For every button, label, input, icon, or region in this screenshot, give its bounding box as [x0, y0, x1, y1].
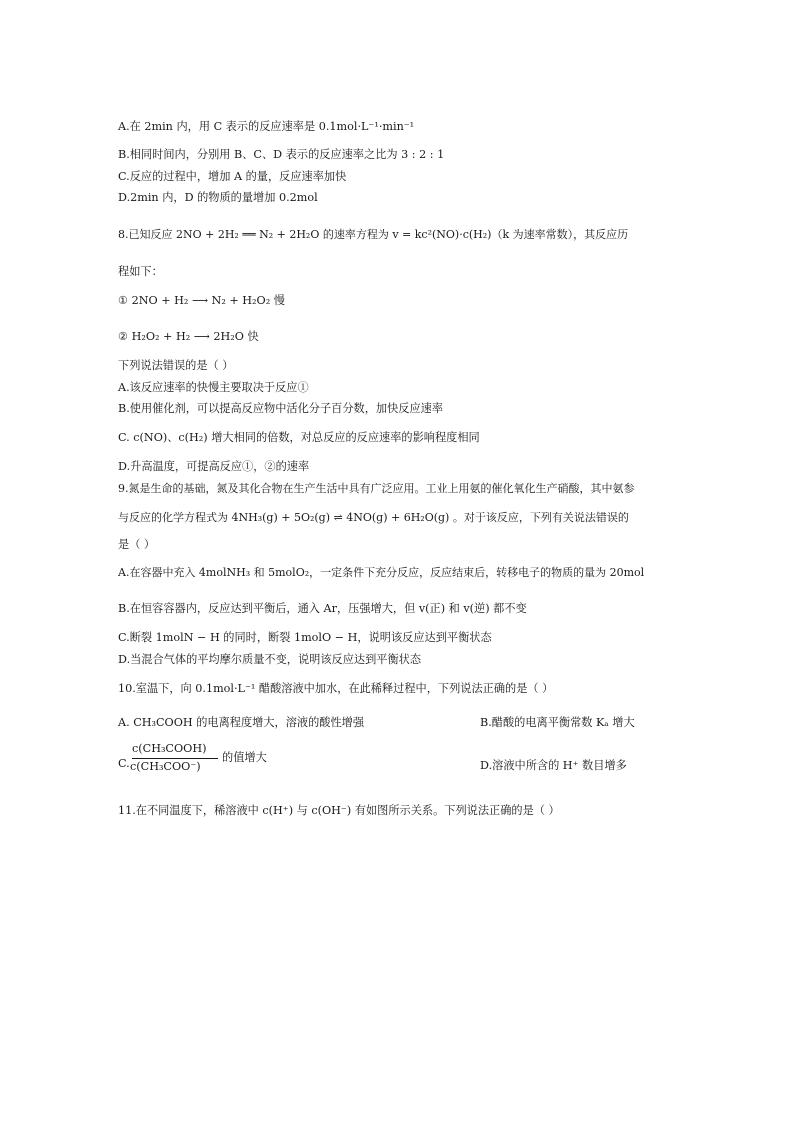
q11-stem: 11.在不同温度下，稀溶液中 c(H⁺) 与 c(OH⁻) 有如图所示关系。下列说法正确的是（ ）: [118, 804, 560, 817]
q8-stem-cont: 程如下：: [118, 265, 163, 278]
q9-option-a: A.在容器中充入 4molNH₃ 和 5molO₂，一定条件下充分反应，反应结束后，转移电子的物质的量为 20mol: [118, 566, 645, 579]
q8-option-c: C. c(NO)、c(H₂) 增大相同的倍数，对总反应的反应速率的影响程度相同: [118, 431, 480, 444]
q9-stem: 9.氮是生命的基础，氮及其化合物在生产生活中具有广泛应用。工业上用氨的催化氧化生产硝酸，其中氨参: [118, 482, 635, 495]
q7-option-c: C.反应的过程中，增加 A 的量，反应速率加快: [118, 170, 347, 183]
q9-option-b: B.在恒容容器内，反应达到平衡后，通入 Ar，压强增大，但 v(正) 和 v(逆) 都不变: [118, 602, 527, 615]
q7-option-a: A.在 2min 内，用 C 表示的反应速率是 0.1mol·L⁻¹·min⁻¹: [118, 120, 415, 133]
q9-option-c: C.断裂 1molN − H 的同时，断裂 1molO − H，说明该反应达到平衡状态: [118, 631, 492, 644]
q7-option-d: D.2min 内，D 的物质的量增加 0.2mol: [118, 191, 318, 204]
q9-stem-end: 是（ ）: [118, 538, 156, 551]
q10-stem: 10.室温下，向 0.1mol·L⁻¹ 醋酸溶液中加水，在此稀释过程中，下列说法正确的是（ ）: [118, 682, 554, 695]
q8-prompt: 下列说法错误的是（ ）: [118, 359, 234, 372]
q9-stem-cont: 与反应的化学方程式为 4NH₃(g) + 5O₂(g) ⇌ 4NO(g) + 6H₂O(g) 。对于该反应，下列有关说法错误的: [118, 511, 629, 524]
q7-option-b: B.相同时间内，分别用 B、C、D 表示的反应速率之比为 3 : 2 : 1: [118, 148, 445, 161]
q9-option-d: D.当混合气体的平均摩尔质量不变，说明该反应达到平衡状态: [118, 653, 422, 666]
q8-option-a: A.该反应速率的快慢主要取决于反应①: [118, 381, 309, 394]
q8-option-b: B.使用催化剂，可以提高反应物中活化分子百分数，加快反应速率: [118, 402, 444, 415]
q8-step-2: ② H₂O₂ + H₂ ⟶ 2H₂O 快: [118, 330, 259, 343]
fraction-bar: [132, 758, 218, 759]
q10-option-b: B.醋酸的电离平衡常数 Kₐ 增大: [480, 716, 635, 729]
q10-option-c-label: C.: [118, 757, 130, 770]
q10-option-c-tail: 的值增大: [222, 751, 267, 764]
q10-option-c-denominator: c(CH₃COO⁻): [130, 760, 201, 773]
q8-stem: 8.已知反应 2NO + 2H₂ ══ N₂ + 2H₂O 的速率方程为 v = kc²(NO)·c(H₂)（k 为速率常数），其反应历: [118, 228, 629, 241]
q10-option-d: D.溶液中所含的 H⁺ 数目增多: [480, 759, 627, 772]
q10-option-c: [118, 742, 358, 782]
q8-step-1: ① 2NO + H₂ ⟶ N₂ + H₂O₂ 慢: [118, 294, 285, 307]
q10-option-a: A. CH₃COOH 的电离程度增大，溶液的酸性增强: [118, 716, 365, 729]
q10-option-c-numerator: c(CH₃COOH): [132, 742, 207, 755]
q8-option-d: D.升高温度，可提高反应①，②的速率: [118, 460, 310, 473]
